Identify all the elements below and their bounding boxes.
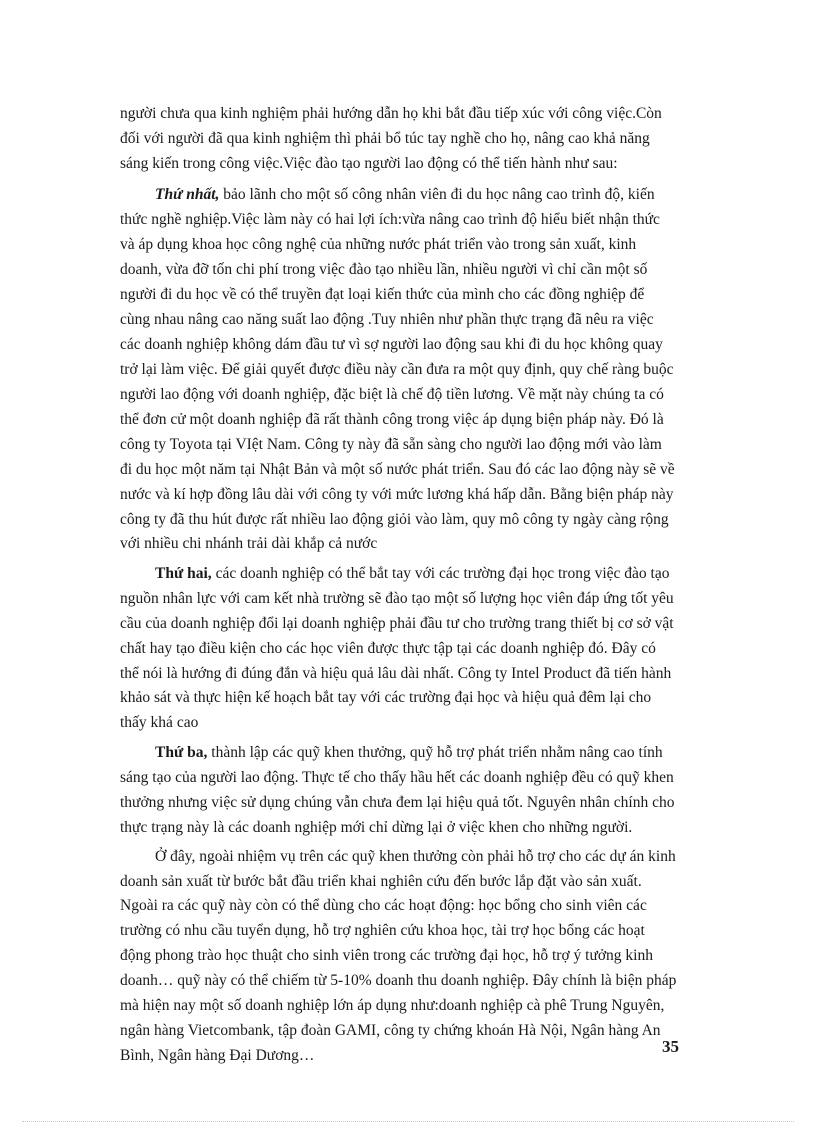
paragraph-2-lead: Thứ nhất, <box>155 186 220 203</box>
paragraph-1-line-2 <box>120 131 650 147</box>
paragraph-2-text: các doanh nghiệp không dám đầu tư vì sợ người lao động sau khi đi du học không quay <box>120 336 663 353</box>
paragraph-3-text: chất hay tạo điều kiện cho các học viên được thực tập tại các doanh nghiệp đó. Đây có <box>120 640 656 657</box>
paragraph-5-text: doanh… quỹ này có thể chiếm từ 5-10% doanh thu doanh nghiệp. Đây chính là biện pháp <box>120 972 677 989</box>
paragraph-5-text: Bình, Ngân hàng Đại Dương… <box>120 1047 315 1064</box>
paragraph-3-text: thể nói là hướng đi đúng đắn và hiệu quả lâu dài nhất. Công ty Intel Product đã tiến hành <box>120 665 672 682</box>
paragraph-1-text: người chưa qua kinh nghiệm phải hướng dẫn họ khi bắt đầu tiếp xúc với công việc.Còn <box>120 105 662 122</box>
paragraph-3-text: nguồn nhân lực với cam kết nhà trường sẽ đào tạo một số lượng học viên đáp ứng tốt yêu <box>120 590 674 607</box>
paragraph-5-line-5 <box>120 948 653 964</box>
paragraph-5-text: doanh sản xuất từ bước bắt đầu triển khai nghiên cứu đến bước lắp đặt vào sản xuất. <box>120 873 642 890</box>
paragraph-4-text: thưởng nhưng việc sử dụng chúng vẫn chưa đem lại hiệu quả tốt. Nguyên nhân chính cho <box>120 794 675 811</box>
paragraph-2-line-13 <box>120 487 673 503</box>
paragraph-2-text: nước và kí hợp đồng lâu dài với công ty với mức lương khá hấp dẫn. Bằng biện pháp này <box>120 486 674 503</box>
paragraph-3-line-7 <box>120 715 198 731</box>
paragraph-3-line-4 <box>120 641 656 657</box>
paragraph-5-line-8 <box>120 1023 661 1039</box>
paragraph-3-line-6 <box>120 690 651 706</box>
paragraph-2-line-7 <box>120 337 663 353</box>
paragraph-2-text: thức nghề nghiệp.Việc làm này có hai lợi ích:vừa nâng cao trình độ hiểu biết nhận thức <box>120 211 660 228</box>
paragraph-3-text: các doanh nghiệp có thể bắt tay với các trường đại học trong việc đào tạo <box>211 565 670 582</box>
paragraph-2-text: công ty Toyota tại VIệt Nam. Công ty này đã sẵn sàng cho người lao động mới vào làm <box>120 436 662 453</box>
paragraph-2-text: công ty đã thu hút được rất nhiều lao động giỏi vào làm, quy mô công ty ngày càng rộng <box>120 511 669 528</box>
paragraph-2-line-12 <box>120 462 675 478</box>
paragraph-3-text: khảo sát và thực hiện kế hoạch bắt tay với các trường đại học và hiệu quả đêm lại cho <box>120 689 652 706</box>
paragraph-4-text: thành lập các quỹ khen thưởng, quỹ hỗ trợ phát triển nhằm nâng cao tính <box>207 744 663 761</box>
paragraph-2-line-1 <box>155 187 655 203</box>
paragraph-5-text: Ở đây, ngoài nhiệm vụ trên các quỹ khen thưởng còn phải hỗ trợ cho các dự án kinh <box>155 848 676 865</box>
paragraph-2-text: cùng nhau nâng cao năng suất lao động .Tuy nhiên như phần thực trạng đã nêu ra việc <box>120 311 654 328</box>
paragraph-1-text: sáng kiến trong công việc.Việc đào tạo người lao động có thể tiến hành như sau: <box>120 155 618 172</box>
paragraph-4-lead: Thứ ba, <box>155 744 208 761</box>
paragraph-5-line-6 <box>120 973 676 989</box>
paragraph-2-line-6 <box>120 312 654 328</box>
paragraph-2-text: và áp dụng khoa học công nghệ của những nước phát triển vào trong sản xuất, kinh <box>120 236 637 253</box>
paragraph-2-line-14 <box>120 512 669 528</box>
paragraph-5-line-9 <box>120 1048 314 1064</box>
paragraph-2-line-10 <box>120 412 664 428</box>
paragraph-3-line-3 <box>120 616 674 632</box>
paragraph-3-line-1 <box>155 566 669 582</box>
paragraph-5-text: mà hiện nay một số doanh nghiệp lớn áp dụng như:doanh nghiệp cà phê Trung Nguyên, <box>120 997 665 1014</box>
paragraph-5-text: ngân hàng Vietcombank, tập đoàn GAMI, công ty chứng khoán Hà Nội, Ngân hàng An <box>120 1022 661 1039</box>
paragraph-2-line-11 <box>120 437 662 453</box>
paragraph-3-lead: Thứ hai, <box>155 565 212 582</box>
paragraph-5-text: động phong trào học thuật cho sinh viên trong các trường đại học, hỗ trợ ý tưởng kinh <box>120 947 653 964</box>
paragraph-3-line-5 <box>120 666 671 682</box>
paragraph-2-text: người đi du học về có thể truyền đạt loại kiến thức của mình cho các đồng nghiệp để <box>120 286 645 303</box>
footer-divider <box>22 1121 794 1122</box>
paragraph-2-line-4 <box>120 262 647 278</box>
paragraph-3-line-2 <box>120 591 674 607</box>
paragraph-2-text: trở lại làm việc. Để giải quyết được điều này cần đưa ra một quy định, quy chế ràng buộc <box>120 361 674 378</box>
paragraph-2-line-8 <box>120 362 674 378</box>
paragraph-5-text: trường có nhu cầu tuyển dụng, hỗ trợ nghiên cứu khoa học, tài trợ học bổng các hoạt <box>120 922 645 939</box>
paragraph-3-text: thấy khá cao <box>120 714 199 731</box>
paragraph-1-text: đối với người đã qua kinh nghiệm thì phải bổ túc tay nghề cho họ, nâng cao khả năng <box>120 130 650 147</box>
paragraph-2-text: với nhiều chi nhánh trải dài khắp cả nước <box>120 535 378 552</box>
paragraph-2-line-5 <box>120 287 644 303</box>
paragraph-2-text: doanh, vừa đỡ tốn chi phí trong việc đào tạo nhiều lần, nhiều người vì chỉ cần một số <box>120 261 648 278</box>
paragraph-3-text: cầu của doanh nghiệp đổi lại doanh nghiệp phải đầu tư cho trường trang thiết bị cơ sở vật <box>120 615 674 632</box>
page-number: 35 <box>662 1037 679 1056</box>
paragraph-5-line-2 <box>120 874 642 890</box>
paragraph-4-line-2 <box>120 770 674 786</box>
paragraph-2-line-15 <box>120 536 377 552</box>
paragraph-4-text: sáng tạo của người lao động. Thực tế cho thấy hầu hết các doanh nghiệp đều có quỹ khen <box>120 769 674 786</box>
paragraph-2-text: bảo lãnh cho một số công nhân viên đi du học nâng cao trình độ, kiến <box>219 186 655 203</box>
paragraph-2-line-9 <box>120 387 664 403</box>
paragraph-4-line-4 <box>120 820 632 836</box>
paragraph-5-line-7 <box>120 998 664 1014</box>
paragraph-1-line-3 <box>120 156 618 172</box>
paragraph-2-text: người lao động với doanh nghiệp, đặc biệt là chế độ tiền lương. Về mặt này chúng ta có <box>120 386 664 403</box>
paragraph-2-text: thể đơn cử một doanh nghiệp đã rất thành công trong việc áp dụng biện pháp này. Đó là <box>120 411 664 428</box>
paragraph-5-text: Ngoài ra các quỹ này còn có thể dùng cho các hoạt động: học bổng cho sinh viên các <box>120 897 647 914</box>
paragraph-2-line-3 <box>120 237 636 253</box>
paragraph-2-text: đi du học một năm tại Nhật Bản và một số nước phát triển. Sau đó các lao động này sẽ về <box>120 461 675 478</box>
paragraph-5-line-3 <box>120 898 647 914</box>
paragraph-5-line-1 <box>155 849 676 865</box>
paragraph-4-line-1 <box>155 745 663 761</box>
paragraph-1-line-1 <box>120 106 662 122</box>
paragraph-4-line-3 <box>120 795 674 811</box>
paragraph-4-text: thực trạng này là các doanh nghiệp mới chỉ dừng lại ở việc khen cho những người. <box>120 819 633 836</box>
paragraph-2-line-2 <box>120 212 660 228</box>
paragraph-5-line-4 <box>120 923 645 939</box>
